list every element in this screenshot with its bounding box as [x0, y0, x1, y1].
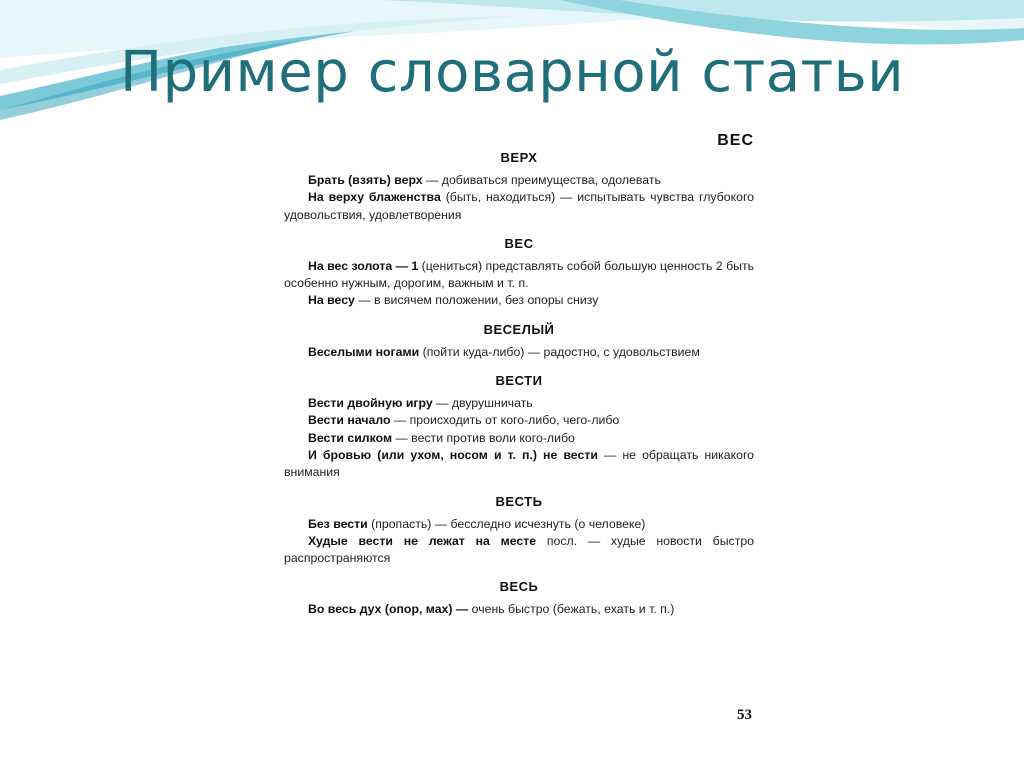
idiom-line	[284, 447, 754, 482]
idiom-phrase: И бровью (или ухом, носом и т. п.) не вести	[308, 447, 598, 462]
slide-title: Пример словарной статьи	[120, 40, 905, 105]
idiom-phrase: Худые вести не лежат на месте	[308, 533, 537, 548]
headword: ВЕСЬ	[499, 579, 539, 595]
dictionary-entries	[284, 150, 754, 631]
dictionary-entry	[284, 579, 754, 618]
idiom-meaning: очень быстро (бежать, ехать и т. п.)	[471, 602, 675, 617]
idiom-phrase: Во весь дух (опор, мах) —	[308, 602, 472, 617]
headword: ВЕСТИ	[495, 373, 543, 389]
idiom-phrase: На вес золота — 1	[308, 258, 419, 273]
idiom-line	[284, 533, 754, 568]
idiom-meaning: (пойти куда-либо) — радостно, с удовольствием	[419, 344, 700, 359]
idiom-phrase: Вести начало	[308, 413, 391, 428]
idiom-meaning: — не обращать никакого внимания	[284, 447, 755, 480]
dictionary-entry	[284, 150, 754, 224]
idiom-meaning: — происходить от кого-либо, чего-либо	[390, 413, 620, 428]
dictionary-entry	[284, 236, 754, 310]
idiom-meaning: (пропасть) — бесследно исчезнуть (о человеке)	[367, 516, 646, 531]
idiom-line	[284, 344, 754, 361]
idiom-phrase: На весу	[308, 293, 355, 308]
idiom-line	[284, 172, 754, 189]
headword: ВЕСТЬ	[495, 493, 543, 509]
idiom-line	[284, 292, 754, 309]
idiom-line	[284, 189, 754, 224]
idiom-line	[284, 395, 754, 412]
running-head: ВЕС	[717, 132, 754, 149]
idiom-meaning: — добиваться преимущества, одолевать	[422, 173, 661, 187]
dictionary-entry	[284, 373, 754, 481]
idiom-meaning: — вести против воли кого-либо	[392, 430, 575, 445]
idiom-meaning: — в висячем положении, без опоры снизу	[354, 293, 599, 308]
idiom-line	[284, 430, 754, 447]
dictionary-entry	[284, 322, 754, 361]
headword: ВЕСЕЛЫЙ	[483, 321, 555, 337]
idiom-line	[284, 516, 754, 533]
idiom-meaning: (цениться) представлять собой большую ценность 2 быть особенно нужным, дорогим, важным и т. п.	[284, 258, 754, 291]
idiom-meaning: — двурушничать	[432, 396, 533, 411]
idiom-phrase: Брать (взять) верх	[308, 173, 423, 187]
idiom-phrase: Веселыми ногами	[308, 344, 420, 359]
idiom-phrase: На верху блаженства	[308, 190, 441, 205]
headword: ВЕС	[504, 235, 534, 251]
idiom-line	[284, 412, 754, 429]
idiom-line	[284, 601, 754, 618]
idiom-meaning: посл. — худые новости быстро распространяются	[284, 533, 754, 566]
idiom-phrase: Вести силком	[308, 430, 393, 445]
dictionary-entry	[284, 494, 754, 568]
dictionary-page-scan	[254, 112, 774, 752]
idiom-phrase: Вести двойную игру	[308, 396, 433, 411]
headword: ВЕРХ	[500, 150, 538, 165]
idiom-phrase: Без вести	[308, 516, 368, 531]
page-number: 53	[737, 707, 752, 723]
idiom-meaning: (быть, находиться) — испытывать чувства глубокого удовольствия, удовлетворения	[284, 190, 755, 222]
idiom-line	[284, 258, 754, 293]
